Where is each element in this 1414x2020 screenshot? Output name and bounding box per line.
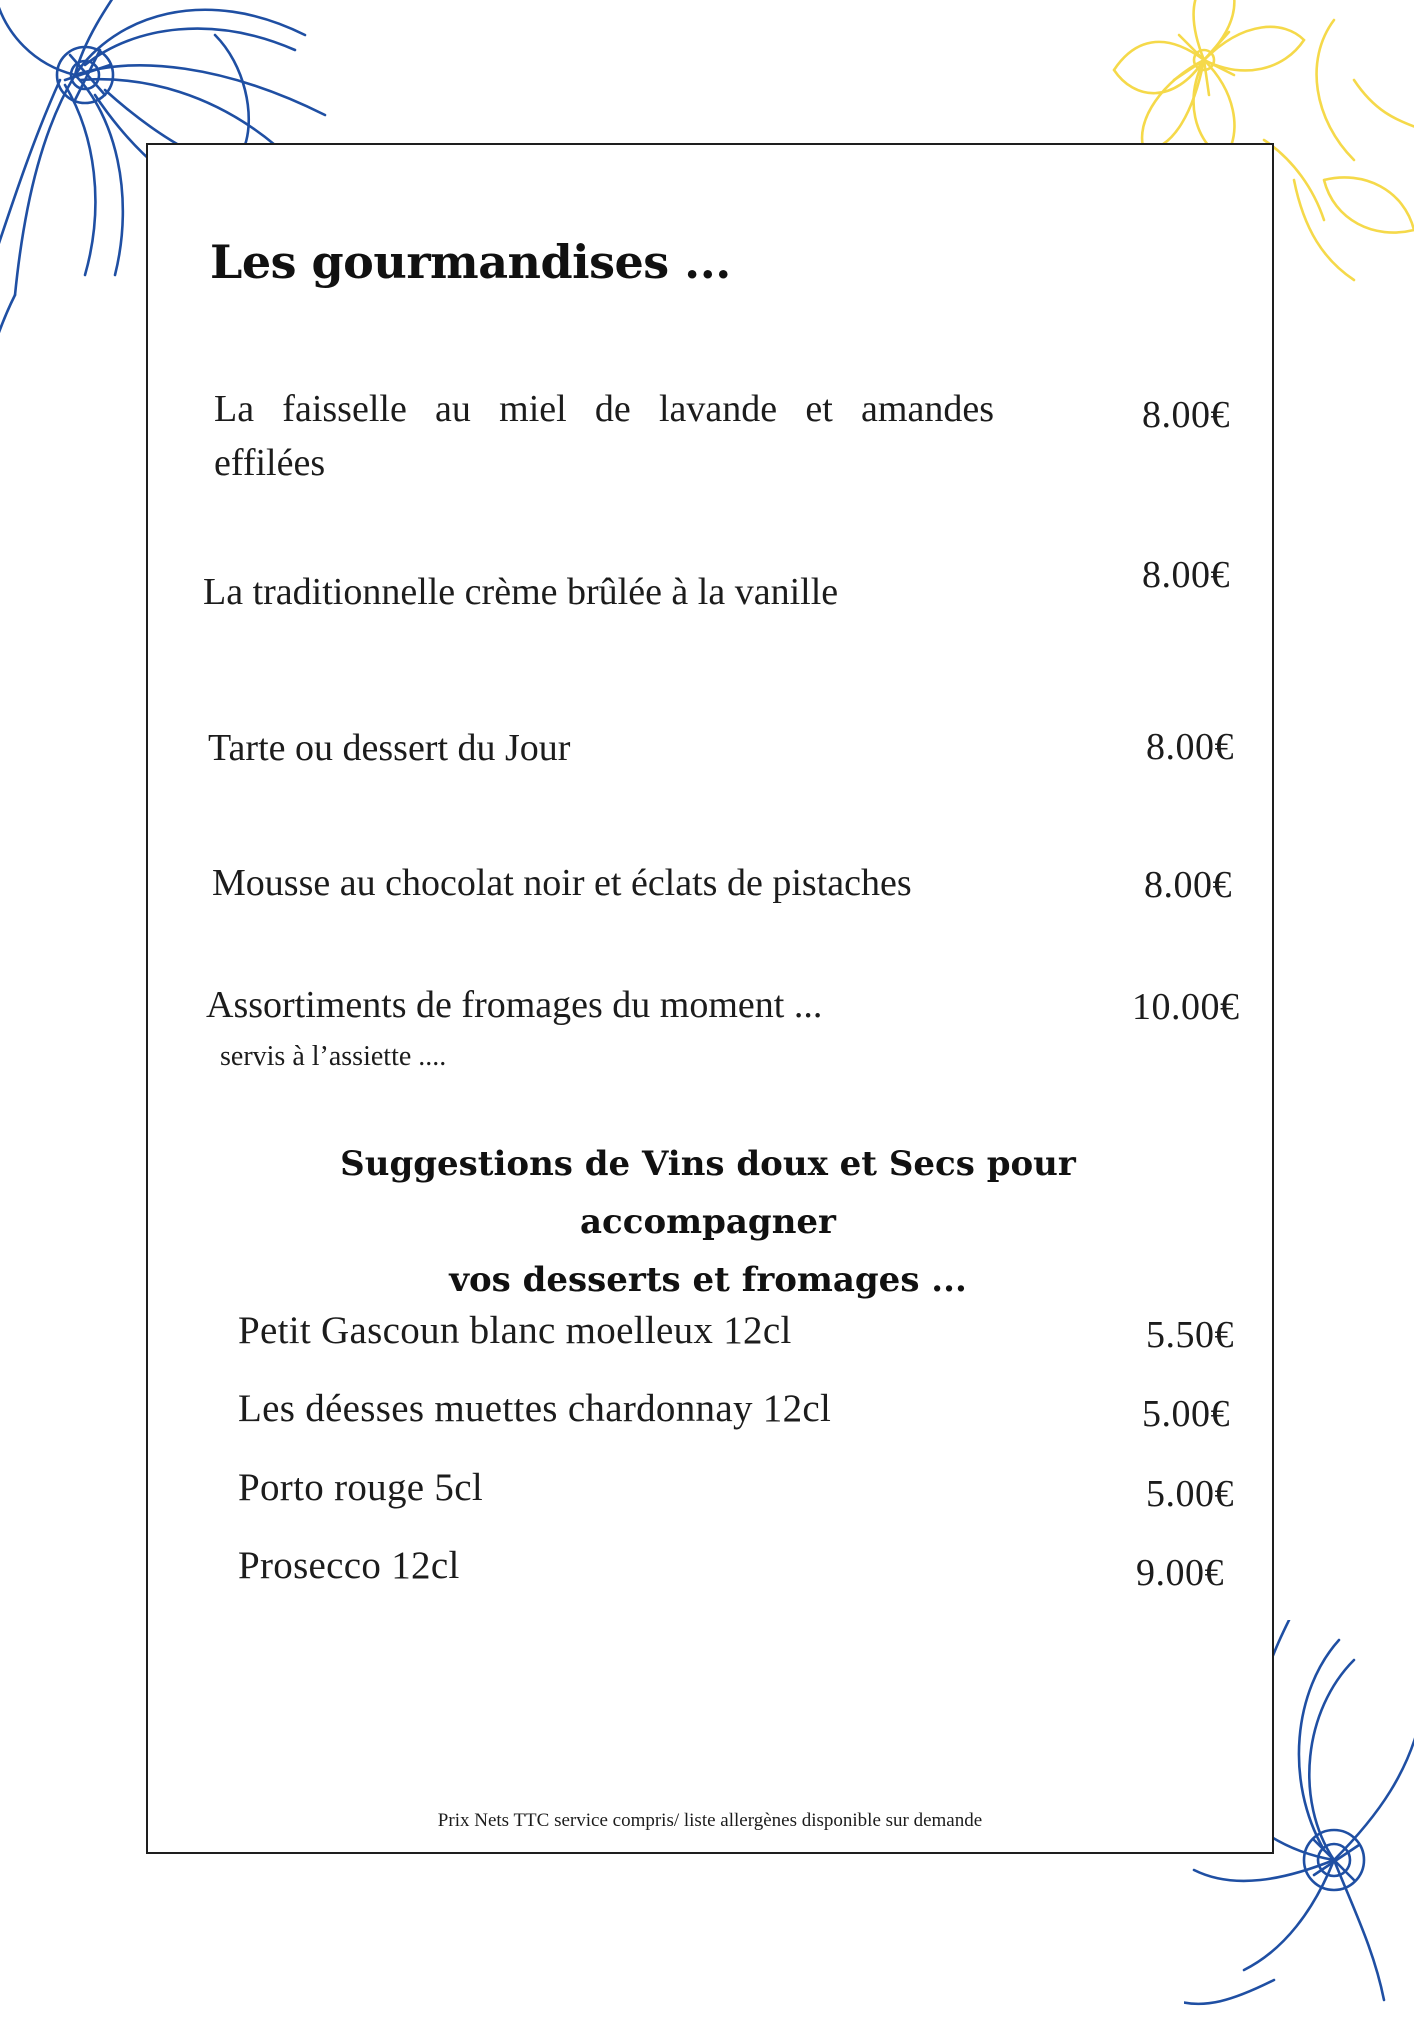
dessert-item-price: 10.00€: [1132, 986, 1240, 1028]
wine-item-name: Prosecco 12cl: [238, 1544, 460, 1587]
wine-item-name: Petit Gascoun blanc moelleux 12cl: [238, 1309, 792, 1352]
wine-heading-line: vos desserts et fromages ...: [449, 1260, 967, 1300]
menu-card: [146, 143, 1274, 1854]
dessert-item-name: La traditionnelle crème brûlée à la vanille: [203, 571, 839, 613]
dessert-item-price: 8.00€: [1142, 554, 1230, 596]
dessert-item-price: 8.00€: [1146, 726, 1234, 768]
dessert-item-note: servis à l’assiette ....: [220, 1041, 447, 1072]
menu-title: Les gourmandises ...: [210, 235, 731, 289]
wine-item-name: Les déesses muettes chardonnay 12cl: [238, 1387, 832, 1430]
wine-item-price: 5.00€: [1142, 1393, 1230, 1435]
dessert-item-name: Tarte ou dessert du Jour: [208, 727, 571, 769]
wine-suggestions-heading: [208, 1135, 1208, 1309]
wine-item-name: Porto rouge 5cl: [238, 1466, 483, 1509]
wine-item-price: 9.00€: [1136, 1552, 1224, 1594]
menu-footer-note: Prix Nets TTC service compris/ liste allergènes disponible sur demande: [437, 1810, 983, 1831]
wine-item-price: 5.00€: [1146, 1473, 1234, 1515]
dessert-item-name: Assortiments de fromages du moment ...: [206, 984, 823, 1026]
wine-heading-line: Suggestions de Vins doux et Secs pour accompagner: [340, 1144, 1076, 1242]
dessert-item-name: Mousse au chocolat noir et éclats de pistaches: [212, 862, 912, 904]
dessert-item-price: 8.00€: [1142, 394, 1230, 436]
dessert-item-name: La faisselle au miel de lavande et amandes effilées: [214, 388, 994, 484]
dessert-item-price: 8.00€: [1144, 864, 1232, 906]
wine-item-price: 5.50€: [1146, 1314, 1234, 1356]
